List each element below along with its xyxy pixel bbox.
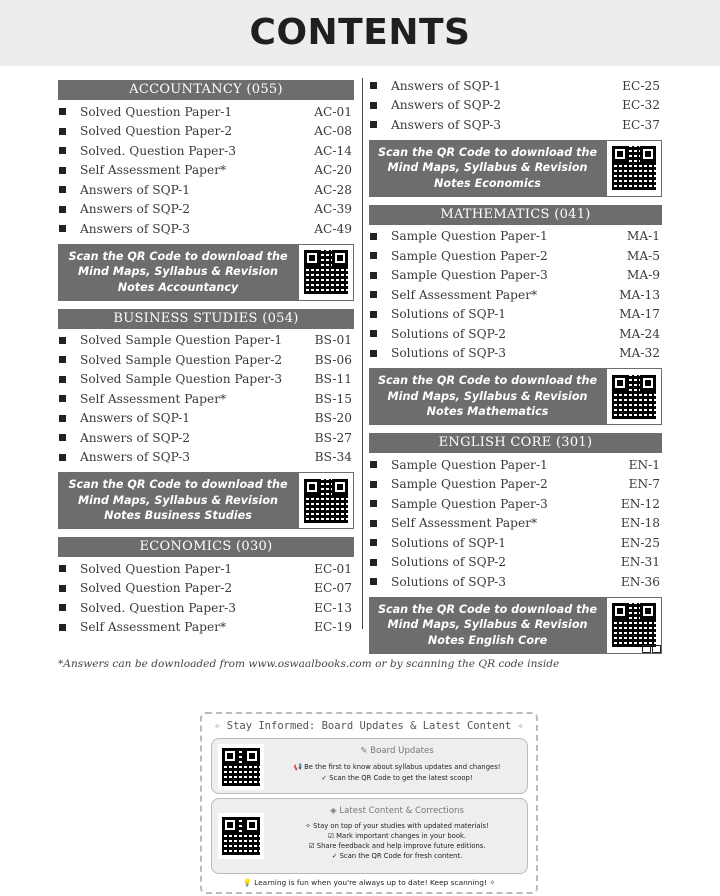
item-title: Solved Question Paper-2 (80, 581, 233, 596)
bullet-square-icon (370, 330, 377, 337)
bullet-square-icon (59, 225, 66, 232)
item-title: Answers of SQP-1 (80, 182, 190, 197)
bullet-square-icon (370, 500, 377, 507)
sparkle-icon: ✧ (511, 720, 524, 732)
item-title: Answers of SQP-3 (391, 117, 501, 132)
item-page-code: MA-17 (619, 307, 660, 322)
bullet-square-icon (370, 461, 377, 468)
qr-pattern (612, 375, 656, 419)
qr-box-line: Scan the QR Code to download the (377, 374, 598, 388)
item-page-code: EC-32 (622, 98, 660, 113)
qr-pattern (612, 146, 656, 190)
qr-download-box[interactable] (58, 472, 354, 529)
page-title: CONTENTS (249, 12, 471, 53)
item-page-code: AC-28 (314, 182, 352, 197)
item-title: Answers of SQP-2 (80, 202, 190, 217)
bullet-square-icon (370, 121, 377, 128)
list-item[interactable] (369, 266, 662, 286)
item-title: Solved. Question Paper-3 (80, 143, 237, 158)
item-page-code: BS-06 (314, 352, 352, 367)
bullet-square-icon (59, 565, 66, 572)
item-title: Solved. Question Paper-3 (80, 600, 237, 615)
qr-pattern (304, 479, 348, 523)
qr-code-icon[interactable] (298, 472, 354, 529)
list-item[interactable] (369, 494, 662, 514)
item-page-code: BS-15 (314, 391, 352, 406)
item-page-code: MA-32 (619, 346, 660, 361)
bullet-square-icon (59, 604, 66, 611)
panel-footer-text: Learning is fun when you're always up to date! Keep scanning! (254, 878, 487, 887)
board-updates-title-text: Board Updates (370, 746, 434, 756)
list-item[interactable] (369, 514, 662, 534)
list-item[interactable] (369, 305, 662, 325)
qr-box-line: Mind Maps, Syllabus & Revision (78, 265, 278, 279)
list-item[interactable] (58, 389, 354, 409)
board-updates-line: 📢 Be the first to know about syllabus updates and changes! (293, 763, 501, 771)
bullet-square-icon (59, 624, 66, 631)
latest-content-line: ✓ Scan the QR Code for fresh content. (331, 852, 463, 860)
qr-code-icon[interactable] (606, 140, 662, 197)
board-updates-line-text: Be the first to know about syllabus updates and changes! (304, 763, 501, 771)
qr-box-line: Mind Maps, Syllabus & Revision (387, 618, 588, 632)
list-item[interactable] (369, 572, 662, 592)
board-updates-card (211, 738, 528, 794)
item-page-code: BS-11 (314, 372, 352, 387)
item-title: Sample Question Paper-1 (391, 229, 548, 244)
column-divider (362, 78, 363, 629)
list-item[interactable] (58, 200, 354, 220)
item-page-code: MA-1 (626, 229, 660, 244)
footnote: *Answers can be downloaded from www.oswaalbooks.com or by scanning the QR code inside (58, 658, 560, 670)
qr-download-box[interactable] (58, 244, 354, 301)
list-item[interactable] (369, 246, 662, 266)
bullet-square-icon (59, 337, 66, 344)
item-title: Answers of SQP-2 (80, 430, 190, 445)
list-item[interactable] (58, 331, 354, 351)
list-item[interactable] (58, 350, 354, 370)
section-heading: MATHEMATICS (041) (369, 205, 662, 225)
item-page-code: EN-25 (620, 535, 660, 550)
item-title: Answers of SQP-1 (391, 78, 501, 93)
qr-box-line: Notes Mathematics (426, 405, 549, 419)
bullet-square-icon (370, 539, 377, 546)
item-title: Self Assessment Paper* (80, 620, 227, 635)
bullet-square-icon (59, 454, 66, 461)
bullet-square-icon (59, 356, 66, 363)
right-column (369, 76, 662, 662)
qr-pattern (304, 250, 348, 294)
sparkle-icon: ✧ (214, 720, 227, 732)
page-box (642, 645, 651, 653)
list-item[interactable] (58, 448, 354, 468)
item-title: Answers of SQP-3 (80, 221, 190, 236)
item-page-code: EC-01 (314, 561, 352, 576)
latest-content-line: ☑ Mark important changes in your book. (327, 832, 467, 840)
list-item[interactable] (369, 475, 662, 495)
board-updates-line: ✓ Scan the QR Code to get the latest scoop! (321, 774, 473, 782)
item-page-code: EN-12 (620, 496, 660, 511)
item-page-code: MA-13 (619, 287, 660, 302)
list-item[interactable] (369, 96, 662, 116)
latest-content-line-text: Share feedback and help improve future editions. (316, 842, 486, 850)
latest-content-title: ◈ Latest Content & Corrections (330, 806, 464, 816)
bullet-square-icon (370, 559, 377, 566)
item-page-code: MA-9 (626, 268, 660, 283)
item-title: Sample Question Paper-3 (391, 268, 548, 283)
item-title: Solutions of SQP-3 (391, 574, 507, 589)
list-item[interactable] (369, 553, 662, 573)
qr-box-line: Mind Maps, Syllabus & Revision (387, 389, 588, 403)
item-page-code: EN-7 (628, 477, 660, 492)
left-column (58, 80, 354, 637)
list-item[interactable] (369, 344, 662, 364)
latest-content-card (211, 798, 528, 874)
list-item[interactable] (58, 598, 354, 618)
bullet-square-icon (370, 350, 377, 357)
item-page-code: EC-13 (314, 600, 352, 615)
list-item[interactable] (58, 428, 354, 448)
qr-box-text (58, 249, 298, 296)
item-title: Solved Question Paper-2 (80, 124, 233, 139)
item-page-code: AC-14 (314, 143, 352, 158)
list-item[interactable] (58, 161, 354, 181)
qr-box-line: Notes Business Studies (104, 509, 252, 523)
qr-box-text (369, 602, 606, 649)
bullet-square-icon (59, 186, 66, 193)
section-heading: ACCOUNTANCY (055) (58, 80, 354, 100)
item-page-code: EN-1 (628, 457, 660, 472)
qr-box-line: Scan the QR Code to download the (68, 478, 288, 492)
item-page-code: BS-20 (314, 411, 352, 426)
board-updates-line-text: Scan the QR Code to get the latest scoop! (329, 774, 473, 782)
bullet-square-icon (370, 578, 377, 585)
bullet-square-icon (59, 585, 66, 592)
bullet-square-icon (370, 481, 377, 488)
item-page-code: BS-27 (314, 430, 352, 445)
board-updates-title: ✎ Board Updates (360, 746, 434, 756)
item-title: Answers of SQP-1 (80, 411, 190, 426)
list-item[interactable] (58, 141, 354, 161)
latest-content-title-text: Latest Content & Corrections (339, 806, 464, 816)
qr-box-line: Notes English Core (427, 633, 548, 647)
item-page-code: AC-01 (314, 104, 352, 119)
qr-download-box[interactable] (369, 368, 662, 425)
latest-content-line-text: Scan the QR Code for fresh content. (339, 852, 463, 860)
item-title: Solutions of SQP-1 (391, 535, 507, 550)
qr-box-line: Scan the QR Code to download the (68, 249, 288, 263)
item-page-code: BS-01 (314, 333, 352, 348)
bullet-square-icon (370, 272, 377, 279)
bullet-square-icon (370, 102, 377, 109)
bullet-square-icon (59, 206, 66, 213)
item-title: Self Assessment Paper* (391, 287, 538, 302)
qr-box-line: Scan the QR Code to download the (377, 145, 598, 159)
item-title: Solved Sample Question Paper-1 (80, 333, 283, 348)
item-title: Answers of SQP-2 (391, 98, 501, 113)
bullet-square-icon (370, 520, 377, 527)
list-item[interactable] (369, 115, 662, 135)
qr-box-text (369, 373, 606, 420)
bullet-square-icon (370, 311, 377, 318)
item-page-code: AC-20 (314, 163, 352, 178)
qr-box-line: Mind Maps, Syllabus & Revision (387, 161, 588, 175)
qr-box-line: Notes Accountancy (117, 280, 239, 294)
item-page-code: AC-49 (314, 221, 352, 236)
item-page-code: AC-39 (314, 202, 352, 217)
item-title: Answers of SQP-3 (80, 450, 190, 465)
bullet-square-icon (59, 376, 66, 383)
latest-content-line-text: Stay on top of your studies with updated materials! (313, 822, 489, 830)
list-item[interactable] (369, 455, 662, 475)
bullet-square-icon (370, 82, 377, 89)
bullet-square-icon (370, 233, 377, 240)
panel-footer: 💡 Learning is fun when you're always up to date! Keep scanning! ✧ (242, 878, 496, 887)
list-item[interactable] (369, 76, 662, 96)
qr-box-line: Mind Maps, Syllabus & Revision (78, 493, 278, 507)
bullet-square-icon (59, 147, 66, 154)
list-item[interactable] (58, 219, 354, 239)
list-item[interactable] (369, 227, 662, 247)
bullet-square-icon (59, 167, 66, 174)
section-heading: BUSINESS STUDIES (054) (58, 309, 354, 329)
qr-pattern (612, 603, 656, 647)
list-item[interactable] (369, 285, 662, 305)
page-marker (641, 643, 661, 656)
list-item[interactable] (58, 618, 354, 638)
item-title: Solved Question Paper-1 (80, 104, 233, 119)
header-band (0, 0, 720, 66)
item-title: Solutions of SQP-3 (391, 346, 507, 361)
item-title: Solved Sample Question Paper-3 (80, 372, 283, 387)
item-title: Solved Sample Question Paper-2 (80, 352, 283, 367)
bullet-square-icon (59, 415, 66, 422)
bullet-square-icon (370, 252, 377, 259)
qr-download-box[interactable] (369, 597, 662, 654)
qr-code-icon[interactable] (298, 244, 354, 301)
section-heading: ECONOMICS (030) (58, 537, 354, 557)
list-item[interactable] (58, 409, 354, 429)
list-item[interactable] (369, 324, 662, 344)
bullet-square-icon (59, 128, 66, 135)
item-page-code: BS-34 (314, 450, 352, 465)
item-page-code: EC-25 (622, 78, 660, 93)
list-item[interactable] (58, 370, 354, 390)
item-title: Sample Question Paper-2 (391, 477, 548, 492)
item-page-code: EN-36 (620, 574, 660, 589)
item-title: Solutions of SQP-2 (391, 326, 507, 341)
page-box (652, 645, 661, 653)
latest-content-line-text: Mark important changes in your book. (336, 832, 467, 840)
list-item[interactable] (58, 180, 354, 200)
list-item[interactable] (58, 579, 354, 599)
qr-box-line: Notes Economics (434, 176, 541, 190)
item-page-code: AC-08 (314, 124, 352, 139)
qr-code-icon[interactable] (218, 813, 264, 859)
item-title: Sample Question Paper-3 (391, 496, 548, 511)
panel-title-text: Stay Informed: Board Updates & Latest Content (226, 720, 512, 732)
item-page-code: EN-18 (620, 516, 660, 531)
qr-code-icon[interactable] (606, 368, 662, 425)
item-page-code: EC-19 (314, 620, 352, 635)
list-item[interactable] (58, 559, 354, 579)
bullet-square-icon (59, 434, 66, 441)
qr-code-icon[interactable] (218, 744, 264, 790)
qr-box-text (58, 477, 298, 524)
list-item[interactable] (58, 102, 354, 122)
qr-box-text (369, 145, 606, 192)
bullet-square-icon (59, 108, 66, 115)
item-title: Sample Question Paper-1 (391, 457, 548, 472)
stay-informed-panel (200, 712, 538, 894)
qr-box-line: Scan the QR Code to download the (377, 602, 598, 616)
bullet-square-icon (59, 395, 66, 402)
item-title: Solutions of SQP-2 (391, 555, 507, 570)
list-item[interactable] (58, 122, 354, 142)
item-title: Self Assessment Paper* (391, 516, 538, 531)
item-page-code: EC-07 (314, 581, 352, 596)
item-page-code: MA-5 (626, 248, 660, 263)
item-title: Self Assessment Paper* (80, 163, 227, 178)
qr-download-box[interactable] (369, 140, 662, 197)
item-page-code: EN-31 (620, 555, 660, 570)
section-heading: ENGLISH CORE (301) (369, 433, 662, 453)
panel-title (202, 720, 536, 732)
latest-content-line: ☑ Share feedback and help improve future editions. (308, 842, 486, 850)
item-title: Solved Question Paper-1 (80, 561, 233, 576)
item-title: Self Assessment Paper* (80, 391, 227, 406)
item-page-code: EC-37 (622, 117, 660, 132)
item-title: Solutions of SQP-1 (391, 307, 507, 322)
latest-content-line: ✧ Stay on top of your studies with updated materials! (305, 822, 489, 830)
item-page-code: MA-24 (619, 326, 660, 341)
list-item[interactable] (369, 533, 662, 553)
item-title: Sample Question Paper-2 (391, 248, 548, 263)
bullet-square-icon (370, 291, 377, 298)
